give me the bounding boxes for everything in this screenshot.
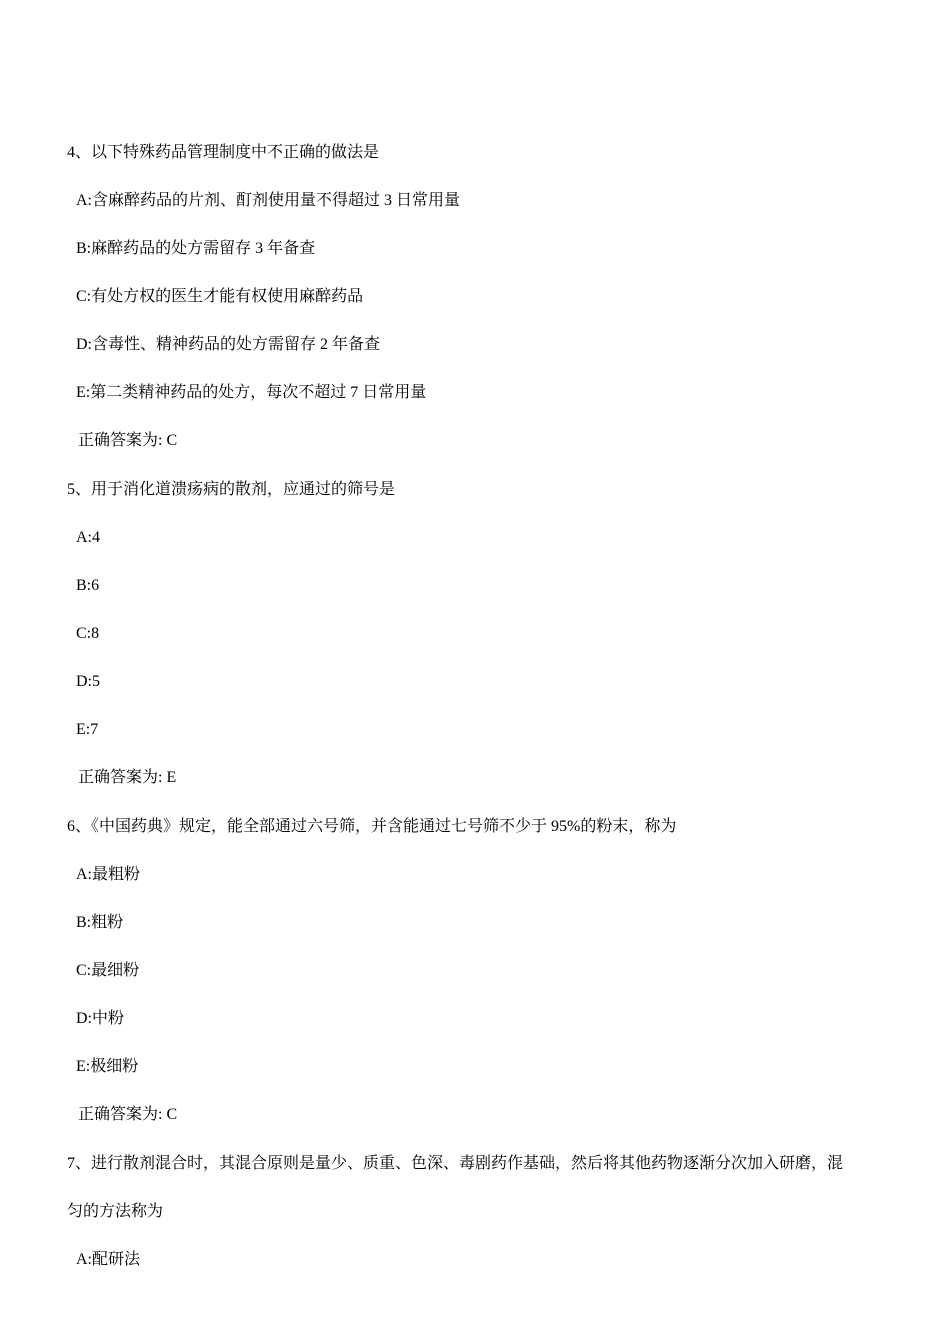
question-5-option-e: E:7 — [76, 721, 99, 738]
question-4-text: 4、以下特殊药品管理制度中不正确的做法是 — [67, 144, 380, 161]
question-4-option-a: A:含麻醉药品的片剂、酊剂使用量不得超过 3 日常用量 — [76, 192, 461, 209]
question-5-option-d: D:5 — [76, 673, 100, 690]
question-5-text: 5、用于消化道溃疡病的散剂，应通过的筛号是 — [67, 481, 396, 498]
question-4-option-d: D:含毒性、精神药品的处方需留存 2 年备查 — [76, 336, 381, 353]
question-7-text-line2: 匀的方法称为 — [67, 1203, 164, 1220]
question-4-option-b: B:麻醉药品的处方需留存 3 年备查 — [76, 240, 316, 257]
question-5-option-c: C:8 — [76, 625, 100, 642]
question-7-option-a: A:配研法 — [76, 1251, 141, 1268]
question-4-option-c: C:有处方权的医生才能有权使用麻醉药品 — [76, 288, 364, 305]
question-4-option-e: E:第二类精神药品的处方，每次不超过 7 日常用量 — [76, 384, 427, 401]
question-6-option-a: A:最粗粉 — [76, 866, 141, 883]
question-6-option-b: B:粗粉 — [76, 914, 124, 931]
question-6-option-d: D:中粉 — [76, 1010, 125, 1027]
question-7-text-line1: 7、进行散剂混合时，其混合原则是量少、质重、色深、毒剧药作基础，然后将其他药物逐渐分次加入研磨，混 — [67, 1155, 844, 1172]
question-6-option-e: E:极细粉 — [76, 1058, 139, 1075]
question-5-option-b: B:6 — [76, 577, 100, 594]
question-6-option-c: C:最细粉 — [76, 962, 140, 979]
question-5-option-a: A:4 — [76, 529, 100, 546]
question-4-answer: 正确答案为: C — [78, 432, 178, 449]
question-6-answer: 正确答案为: C — [78, 1106, 178, 1123]
question-6-text: 6、《中国药典》规定，能全部通过六号筛，并含能通过七号筛不少于 95%的粉末，称为 — [67, 818, 677, 835]
question-5-answer: 正确答案为: E — [78, 769, 177, 786]
